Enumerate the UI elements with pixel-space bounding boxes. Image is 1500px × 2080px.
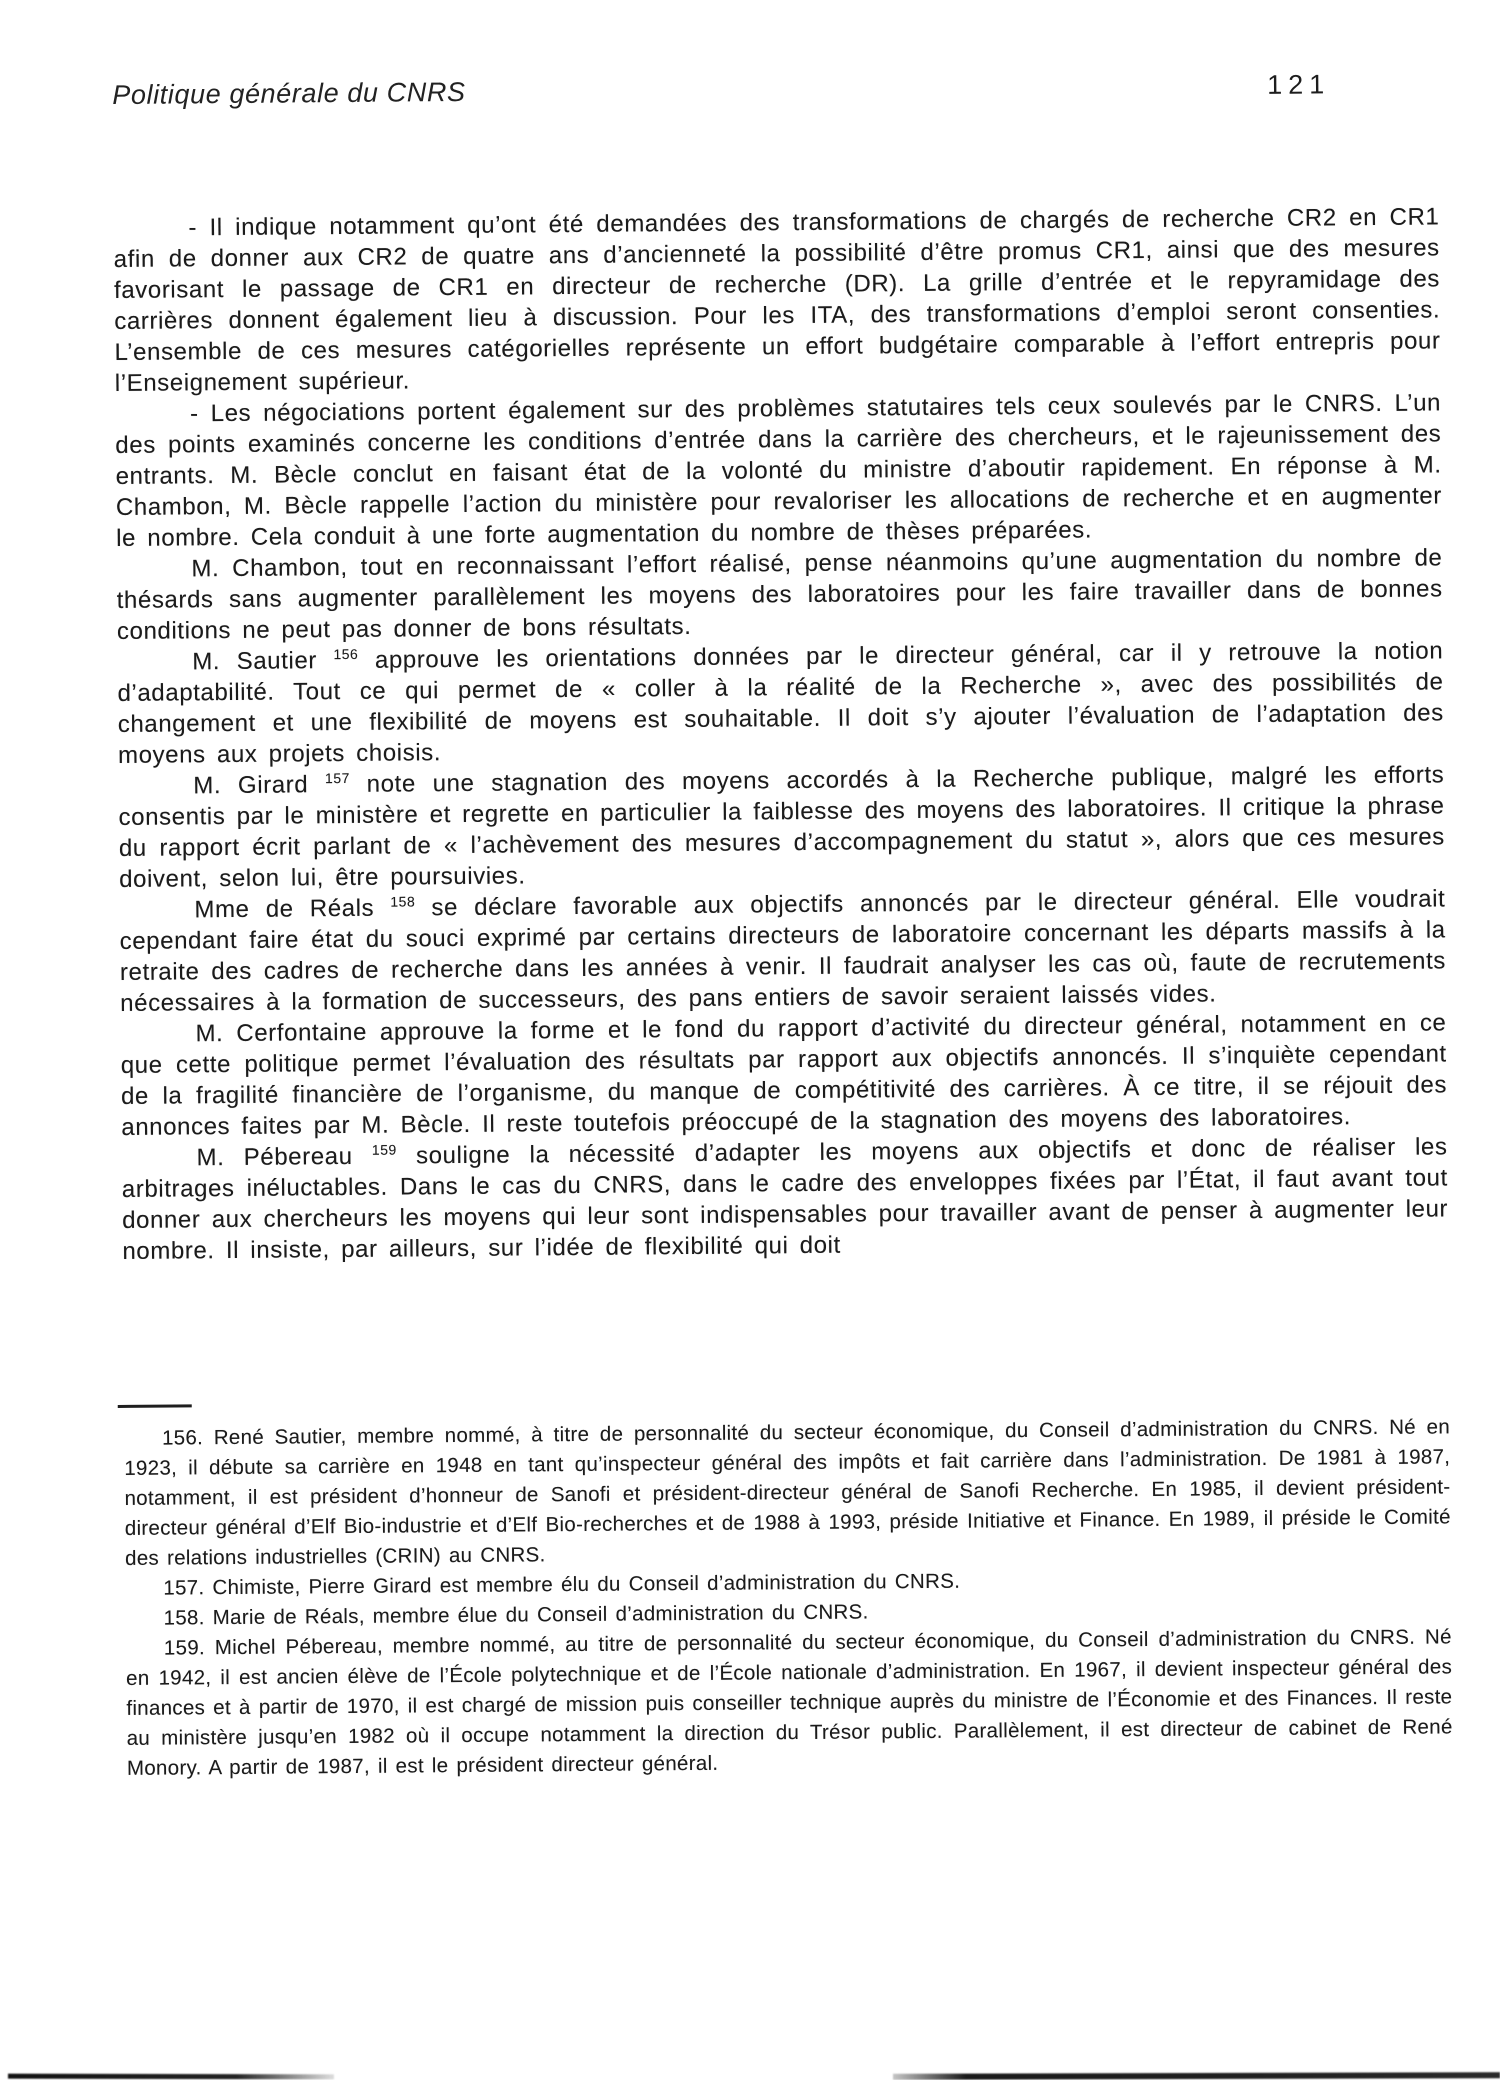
scan-edge-artifact-left — [8, 2074, 334, 2080]
paragraph-text: M. Pébereau — [196, 1142, 373, 1172]
footnote-ref-158: 158 — [390, 893, 416, 910]
paragraph-text: - Les négociations portent également sur des problèmes statutaires tels ceux soulevés par le CNRS. L’un des points examinés concerne les conditions d’entrée dans la carrière des chercheurs, et le rajeunissement des entrants. M. Bècle conclut en faisant état de la volonté du ministre d’aboutir rapidement. En réponse à M. Chambon, M. Bècle rappelle l’action du ministère pour revaloriser les allocations de recherche et en augmenter le nombre. Cela conduit à une forte augmentation du nombre de thèses préparées. — [115, 389, 1442, 552]
page-header — [112, 68, 1438, 111]
page-content — [112, 48, 1455, 2039]
paragraph-text: se déclare favorable aux objectifs annoncés par le directeur général. Elle voudrait cependant faire état du souci exprimé par certains directeurs de laboratoire concernant les départs massifs à la retraite des cadres de recherche dans les années à venir. Il faudrait analyser les cas où, faute de recrutements nécessaires à la formation de successeurs, des pans entiers de savoir seraient laissés vides. — [119, 885, 1447, 1017]
footnote-text: Marie de Réals, membre élue du Conseil d’administration du CNRS. — [204, 1600, 869, 1630]
footnote-text: René Sautier, membre nommé, à titre de personnalité du secteur économique, du Conseil d’administration du CNRS. Né en 1923, il débute sa carrière en 1948 en tant qu’inspecteur général des impôts et fait carrière dans l’administration. De 1981 à 1987, notamment, il est président d’honneur de Sanofi et président-directeur général de Sanofi Recherche. En 1985, il devient président-directeur général d’Elf Bio-industrie et d’Elf Bio-recherches et de 1988 à 1993, préside Initiative et Finance. En 1989, il préside le Comité des relations industrielles (CRIN) au CNRS. — [124, 1415, 1451, 1570]
page-number: 121 — [1267, 69, 1331, 100]
footnote-159 — [126, 1622, 1453, 1784]
footnote-text: Michel Pébereau, membre nommé, au titre de personnalité du secteur économique, du Conseil d’administration du CNRS. Né en 1942, il est ancien élève de l’École polytechnique et de l’École nationale d’administration. En 1967, il devient inspecteur général des finances et à partir de 1970, il est chargé de mission puis conseiller technique auprès du ministre de l’Économie et des Finances. Il reste au ministère jusqu’en 1982 où il occupe notamment la direction du Trésor public. Parallèlement, il est directeur de cabinet de René Monory. A partir de 1987, il est le président directeur général. — [126, 1625, 1453, 1780]
footnotes-section — [124, 1393, 1453, 1784]
paragraph — [118, 759, 1445, 895]
footnote-ref-156: 156 — [333, 645, 359, 663]
paragraph-text: Mme de Réals — [194, 894, 391, 924]
footnote-number: 158. — [163, 1606, 205, 1630]
paragraph-text: M. Chambon, tout en reconnaissant l’effort réalisé, pense néanmoins qu’une augmentation du nombre de thésards sans augmenter parallèlement les moyens des laboratoires pour les faire travailler dans de bonnes conditions ne peut pas donner de bons résultats. — [116, 544, 1443, 645]
footnote-text: Chimiste, Pierre Girard est membre élu du Conseil d’administration du CNRS. — [204, 1569, 961, 1600]
paragraph-text: note une stagnation des moyens accordés à la Recherche publique, malgré les efforts consentis par le ministère et regrette en particulier la faiblesse des moyens des laboratoires. Il critique la phrase du rapport écrit parlant de « l’achèvement des mesures d’accompagnement du statut », alors que ces mesures doivent, selon lui, être poursuivies. — [118, 761, 1445, 893]
footnote-number: 156. — [161, 1426, 204, 1450]
footnote-number: 159. — [163, 1636, 206, 1660]
footnote-number: 157. — [163, 1576, 205, 1600]
footnote-156 — [124, 1412, 1451, 1574]
paragraph-text: M. Sautier — [192, 647, 334, 676]
footnote-ref-157: 157 — [324, 769, 350, 787]
footnote-separator — [118, 1404, 192, 1408]
body-text — [113, 201, 1448, 1267]
paragraph — [116, 542, 1443, 647]
paragraph — [113, 201, 1441, 399]
footnote-ref-159: 159 — [371, 1141, 397, 1158]
scan-edge-artifact-right — [893, 2072, 1500, 2080]
paragraph-text: M. Cerfontaine approuve la forme et le fond du rapport d’activité du directeur général, notamment en ce que cette politique permet l’évaluation des résultats par rapport aux objectifs annoncés. Il s’inquiète cependant de la fragilité financière de l’organisme, du manque de compétitivité des carrières. À ce titre, il se réjouit des annonces faites par M. Bècle. Il reste toutefois préoccupé de la stagnation des moyens des laboratoires. — [120, 1009, 1448, 1141]
paragraph — [117, 635, 1444, 771]
paragraph-text: M. Girard — [193, 771, 326, 800]
paragraph — [121, 1131, 1448, 1267]
paragraph-text: approuve les orientations données par le directeur général, car il y retrouve la notion d’adaptabilité. Tout ce qui permet de « coller à la réalité de la Recherche », avec des possibilités de changement et une flexibilité de moyens est souhaitable. Il doit s’y ajouter l’évaluation de l’adaptation des moyens aux projets choisis. — [117, 637, 1444, 769]
paragraph — [119, 883, 1446, 1019]
paragraph — [115, 387, 1442, 554]
running-title: Politique générale du CNRS — [112, 76, 466, 110]
paragraph-text: - Il indique notamment qu’ont été demandées des transformations de chargés de recherche CR2 en CR1 afin de donner aux CR2 de quatre ans d’ancienneté la possibilité d’être promus CR1, ainsi que des mesures favorisant le passage de CR1 en directeur de recherche (DR). La grille d’entrée et le repyramidage des carrières donnent également lieu à discussion. Pour les ITA, des transformations d’emploi seront consenties. L’ensemble de ces mesures catégorielles représente un effort budgétaire comparable à l’effort entrepris pour l’Enseignement supérieur. — [113, 203, 1441, 397]
paragraph-text: souligne la nécessité d’adapter les moyens aux objectifs et donc de réaliser les arbitrages inéluctables. Dans le cas du CNRS, dans le cadre des enveloppes fixées par l’État, il faut avant tout donner aux chercheurs les moyens qui leur sont indispensables pour travailler avant de penser à augmenter leur nombre. Il insiste, par ailleurs, sur l’idée de flexibilité qui doit — [121, 1133, 1449, 1265]
paragraph — [120, 1007, 1447, 1143]
